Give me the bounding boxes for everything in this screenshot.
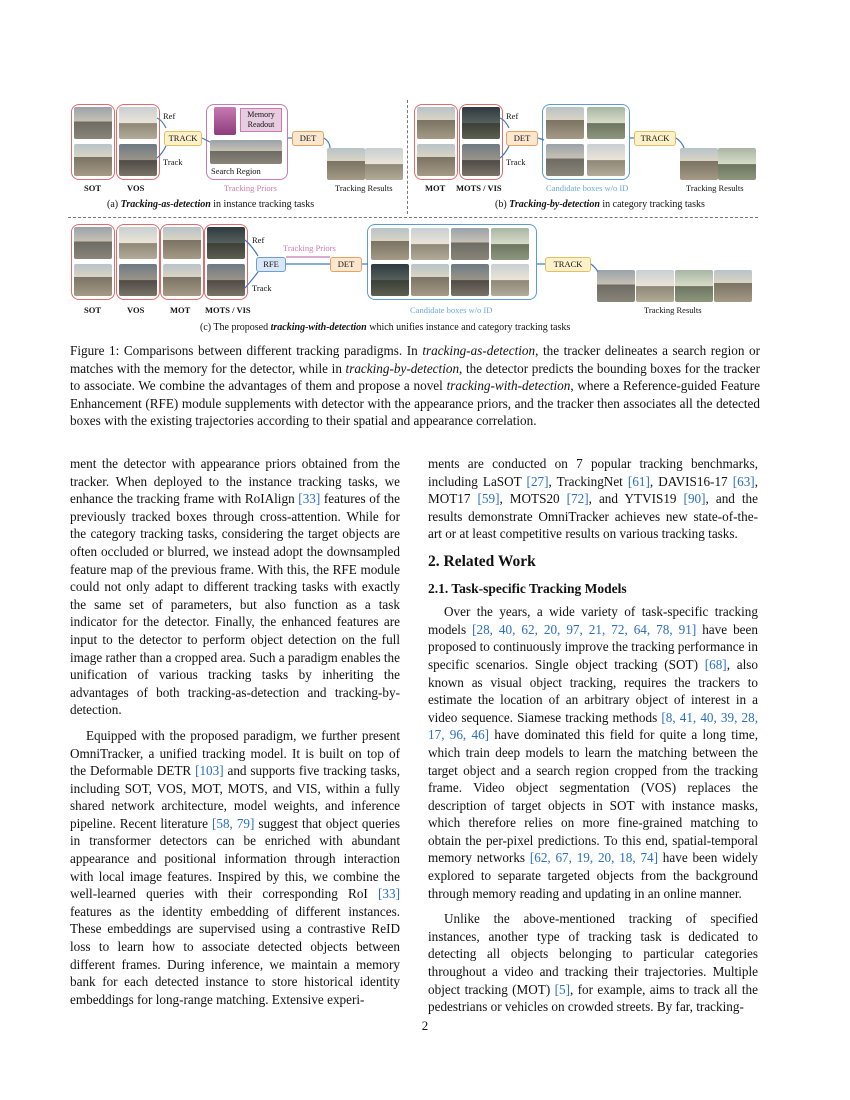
citation-link[interactable]: [62, 67, 19, 20, 18, 74] xyxy=(529,850,659,866)
panel-b-group-label: MOTS / VIS xyxy=(456,183,502,193)
panel-c-tracking-priors-label: Tracking Priors xyxy=(283,243,336,253)
left-column xyxy=(70,455,400,1016)
panel-b-track-label: Track xyxy=(506,157,526,167)
search-region-label: Search Region xyxy=(211,166,261,176)
citation-link[interactable]: [5] xyxy=(554,981,570,997)
paragraph: Unlike the above-mentioned tracking of specified instances, another type of tracking task is dedicated to detecting all objects belonging to particular categories throughout a video and tracking their trajectories. Multiple object tracking (MOT) [5], for example, aims to track all the pedestrians or vehicles on crowded streets. By far, tracking- xyxy=(428,911,758,1015)
panel-c-caption-emph: tracking-with-detection xyxy=(270,322,367,333)
panel-b-det-module: DET xyxy=(506,131,538,146)
panel-a-track-label: Track xyxy=(163,157,183,167)
panel-c-group-label: MOTS / VIS xyxy=(205,305,251,315)
figure-caption: Figure 1: Comparisons between different tracking paradigms. In tracking-as-detection, the tracker delineates a search region or matches with the memory for the detector, while in tracking-by-detection, the detector predicts the bounding boxes for the tracker to associate. We combine the advantages of them and propose a novel tracking-with-detection, where a Reference-guided Feature Enhancement (RFE) module supplements with detector with the appearance priors, and the tracker then associates all the detected boxes with the existing trajectories according to their spatial and appearance correlation. xyxy=(70,343,760,429)
figure-arrows xyxy=(0,0,850,340)
panel-b-caption-emph: Tracking-by-detection xyxy=(509,199,600,210)
panel-a-track-module: TRACK xyxy=(164,131,202,146)
citation-link[interactable]: [90] xyxy=(683,491,706,507)
panel-b-group-label: MOT xyxy=(425,183,446,193)
citation-link[interactable]: [103] xyxy=(195,763,224,779)
citation-link[interactable]: [68] xyxy=(704,656,727,672)
citation-link[interactable]: [8, 41, 40, 39, 28, 17, 96, 46] xyxy=(428,709,758,743)
right-column xyxy=(428,455,758,1024)
panel-c-track-module: TRACK xyxy=(545,257,591,272)
panel-c-group-label: MOT xyxy=(170,305,191,315)
citation-link[interactable]: [58, 79] xyxy=(211,815,255,831)
panel-b-candidate-label: Candidate boxes w/o ID xyxy=(546,183,629,193)
citation-link[interactable]: [33] xyxy=(298,491,321,507)
panel-a-ref-label: Ref xyxy=(163,111,176,121)
panel-b-ref-label: Ref xyxy=(506,111,519,121)
panel-c-group-label: VOS xyxy=(127,305,145,315)
panel-c-track-label: Track xyxy=(252,283,272,293)
panel-a-group-label: VOS xyxy=(127,183,145,193)
citation-link[interactable]: [28, 40, 62, 20, 97, 21, 72, 64, 78, 91] xyxy=(472,621,697,637)
panel-a-caption: (a) Tracking-as-detection in instance tracking tasks xyxy=(107,199,315,210)
citation-link[interactable]: [72] xyxy=(566,491,589,507)
subsection-heading: 2.1. Task-specific Tracking Models xyxy=(428,580,627,596)
citation-link[interactable]: [59] xyxy=(477,491,500,507)
page-number: 2 xyxy=(421,1018,429,1033)
panel-b-tracking-results-label: Tracking Results xyxy=(686,183,744,193)
panel-c-candidate-label: Candidate boxes w/o ID xyxy=(410,305,493,315)
panel-a-group-label: SOT xyxy=(84,183,102,193)
figure-1 xyxy=(0,0,850,340)
panel-c-caption: (c) The proposed tracking-with-detection which unifies instance and category tracking tasks xyxy=(200,322,571,333)
panel-a-caption-emph: Tracking-as-detection xyxy=(120,199,211,210)
paragraph: ments are conducted on 7 popular tracking benchmarks, including LaSOT [27], TrackingNet [61], DAVIS16-17 [63], MOT17 [59], MOTS20 [72], and YTVIS19 [90], and the results demonstrate OmniTracker achieves new state-of-the-art or at least competitive results on various tracking tasks. xyxy=(428,456,759,542)
paragraph: Equipped with the proposed paradigm, we further present OmniTracker, a unified tracking model. It is built on top of the Deformable DETR [103] and supports five tracking tasks, including SOT, VOS, MOT, MOTS, and VIS, within a fully shared network architecture, model weights, and inference pipeline. Recent literature [58, 79] suggest that object queries in transformer detectors can be enriched with abundant appearance and positional information through interaction with local image features. Inspired by this, we combine the well-learned queries with their corresponding RoI [33] features as the identity embedding of different instances. These embeddings are supervised using a contrastive ReID loss to learn how to associate detected objects between different frames. During inference, we maintain a memory bank for each detected instance to store historical identity embeddings for long-range matching. Extensive experi- xyxy=(70,727,400,1007)
paragraph: ment the detector with appearance priors obtained from the tracker. When deployed to the instance tracking tasks, we enhance the tracking frame with RoIAlign [33] features of the previously tracked boxes through cross-attention. While for the category tracking tasks, considering the target objects are often occluded or blurred, we instead adopt the downsampled feature map of the previous frame. With this, the RFE module could not only adapt to different tracking tasks with exactly the same set of parameters, but also function as a task indicator for the detector. Finally, the enhanced features are input to the detector to perform object detection on the full image rather than a cropped area. Such a paradigm enables the unification of various tracking tasks by inheriting the advantages of both tracking-as-detection and tracking-by-detection. xyxy=(70,456,400,718)
panel-c-det-module: DET xyxy=(330,257,362,272)
panel-c-ref-label: Ref xyxy=(252,235,265,245)
panel-c-tracking-results-label: Tracking Results xyxy=(644,305,702,315)
panel-a-det-module: DET xyxy=(292,131,324,146)
panel-b-caption: (b) Tracking-by-detection in category tracking tasks xyxy=(495,199,705,210)
paragraph: Over the years, a wide variety of task-specific tracking models [28, 40, 62, 20, 97, 21, 72, 64, 78, 91] have been proposed to continuously improve the tracking performance in specific scenarios. Single object tracking (SOT) [68], also known as visual object tracking, requires the trackers to estimate the location of an arbitrary object of interest in a video sequence. Siamese tracking methods [8, 41, 40, 39, 28, 17, 96, 46] have dominated this field for quite a long time, which train deep models to learn the matching between the target object and a search region cropped from the tracking frame. Video object segmentation (VOS) replaces the description of target objects in SOT with instance masks, which therefore relies on more fine-grained matching to obtain the per-pixel predictions. To this end, spatial-temporal memory networks [62, 67, 19, 20, 18, 74] have been widely explored to separate targeted objects from the background through memory reading and updating in an online manner. xyxy=(428,604,758,901)
panel-c-group-label: SOT xyxy=(84,305,102,315)
panel-a-tracking-priors-label: Tracking Priors xyxy=(224,183,277,193)
panel-c-rfe-module: RFE xyxy=(256,257,286,272)
citation-link[interactable]: [33] xyxy=(378,886,400,902)
panel-a-tracking-results-label: Tracking Results xyxy=(335,183,393,193)
section-heading: 2. Related Work xyxy=(428,552,536,570)
citation-link[interactable]: [27] xyxy=(526,473,549,489)
citation-link[interactable]: [63] xyxy=(732,473,755,489)
memory-readout-label: Memory Readout xyxy=(247,110,275,129)
panel-b-track-module: TRACK xyxy=(634,131,676,146)
citation-link[interactable]: [61] xyxy=(627,473,650,489)
